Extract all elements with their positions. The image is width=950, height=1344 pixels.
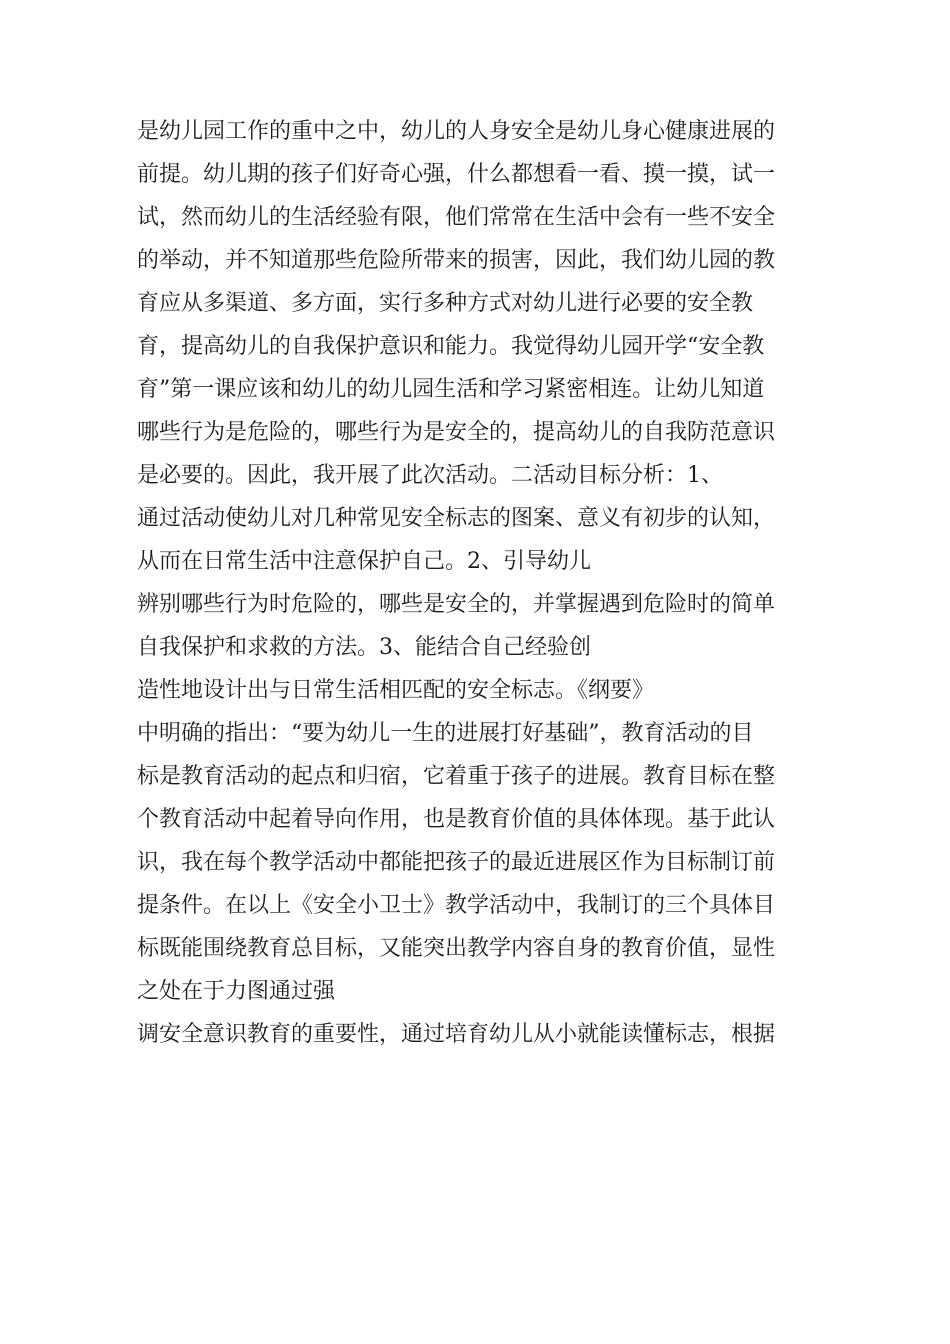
text-line: 的举动，并不知道那些危险所带来的损害，因此，我们幼儿园的教 <box>137 248 776 273</box>
text-line: 提条件。在以上《安全小卫士》教学活动中，我制订的三个具体目 <box>137 893 776 918</box>
text-line: 是必要的。因此，我开展了此次活动。二活动目标分析：1、 <box>137 463 723 488</box>
text-line: 哪些行为是危险的，哪些行为是安全的，提高幼儿的自我防范意识 <box>137 420 776 445</box>
text-line: 个教育活动中起着导向作用，也是教育价值的具体体现。基于此认 <box>137 807 776 832</box>
text-line: 是幼儿园工作的重中之中，幼儿的人身安全是幼儿身心健康进展的 <box>137 119 776 144</box>
text-line: 育，提高幼儿的自我保护意识和能力。我觉得幼儿园开学“安全教 <box>137 334 765 359</box>
text-line: 造性地设计出与日常生活相匹配的安全标志。《纲要》 <box>137 678 655 703</box>
text-line: 识，我在每个教学活动中都能把孩子的最近进展区作为目标制订前 <box>137 850 776 875</box>
text-line: 从而在日常生活中注意保护自己。2、引导幼儿 <box>137 549 591 574</box>
text-line: 育应从多渠道、多方面，实行多种方式对幼儿进行必要的安全教 <box>137 291 754 316</box>
text-line: 辨别哪些行为时危险的，哪些是安全的，并掌握遇到危险时的简单 <box>137 592 776 617</box>
text-line: 前提。幼儿期的孩子们好奇心强，什么都想看一看、摸一摸，试一 <box>137 162 776 187</box>
text-line: 调安全意识教育的重要性，通过培育幼儿从小就能读懂标志，根据 <box>137 1022 776 1047</box>
text-line: 试，然而幼儿的生活经验有限，他们常常在生活中会有一些不安全 <box>137 205 776 230</box>
text-line: 之处在于力图通过强 <box>137 979 336 1004</box>
text-line: 标既能围绕教育总目标，又能突出教学内容自身的教育价值，显性 <box>137 936 776 961</box>
text-line: 中明确的指出：“要为幼儿一生的进展打好基础”，教育活动的目 <box>137 721 754 746</box>
text-line: 育”第一课应该和幼儿的幼儿园生活和学习紧密相连。让幼儿知道 <box>137 377 765 402</box>
text-line: 自我保护和求救的方法。3、能结合自己经验创 <box>137 635 591 660</box>
text-line: 标是教育活动的起点和归宿，它着重于孩子的进展。教育目标在整 <box>137 764 776 789</box>
text-line: 通过活动使幼儿对几种常见安全标志的图案、意义有初步的认知， <box>137 506 776 531</box>
document-body <box>137 110 837 1056</box>
